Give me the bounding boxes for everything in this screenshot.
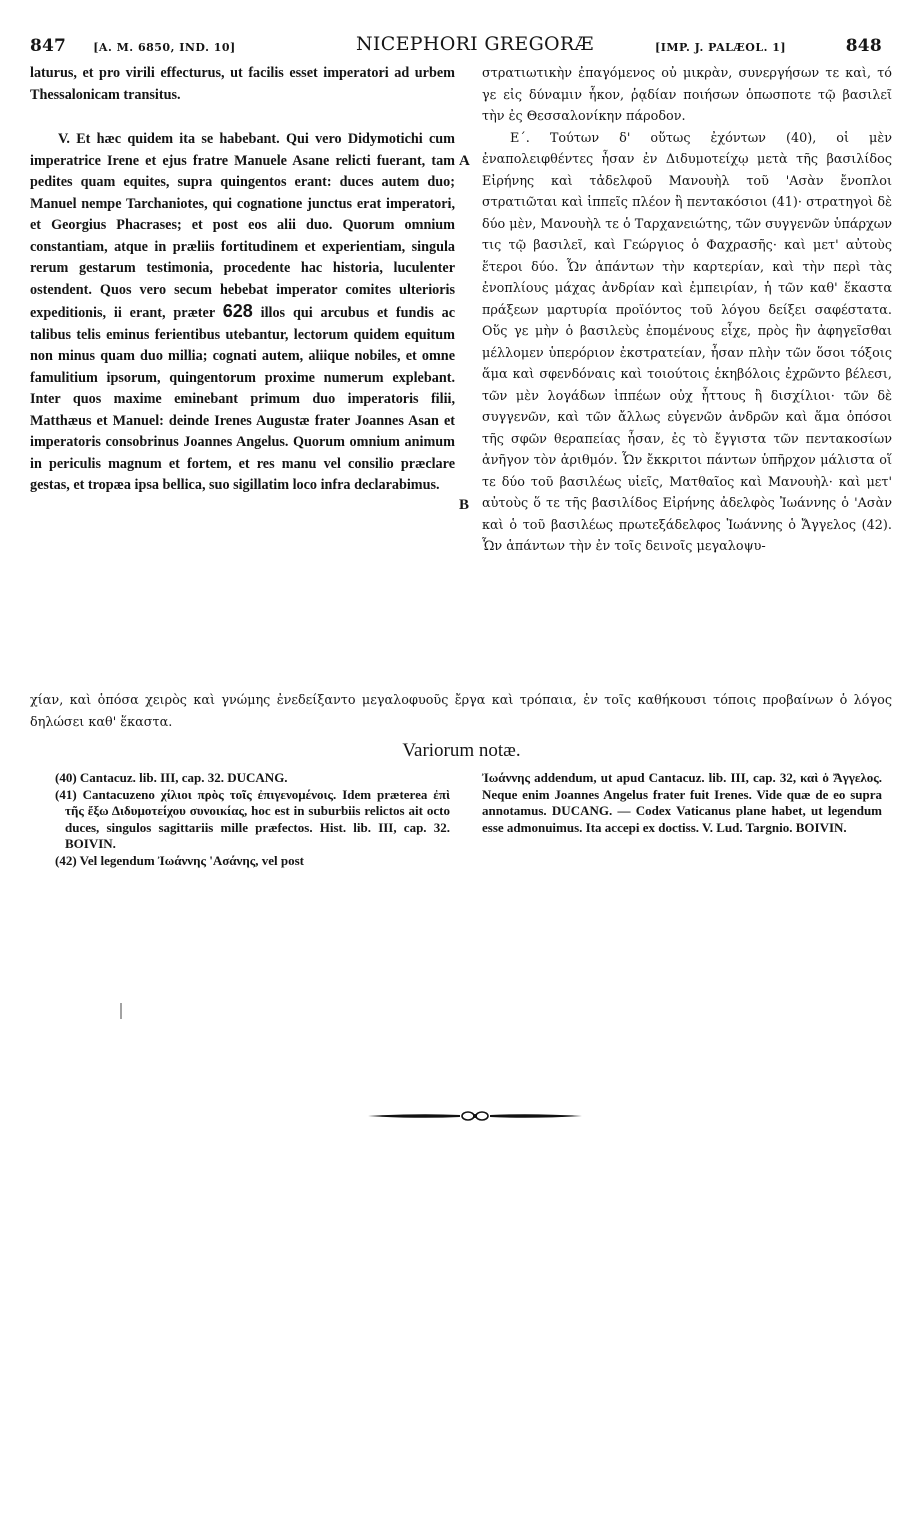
notes-left-column: [55, 770, 450, 869]
latin-paragraph-1: laturus, et pro virili effecturus, ut facilis esset imperatori ad urbem Thessalonicam transitus.: [30, 65, 455, 103]
greek-paragraph-2: Ε΄. Τούτων δ' οὕτως ἐχόντων (40), οἱ μὲν ἐναπολειφθέντες ἦσαν ἐν Διδυμοτείχῳ μετὰ τῆς βασιλίδος Εἰρήνης καὶ τἀδελφοῦ Μανουὴλ τοῦ 'Ασὰν ἔνοπλοι στρατιῶται καὶ ἱππεῖς πλέον ἢ πεντακόσιοι (41)· στρατηγοὶ δὲ δύο μὲν, Μανουὴλ τε ὁ Ταρχανειώτης, τῶν συγγενῶν ὑπάρχων τις τῷ βασιλεῖ, καὶ Γεώργιος ὁ Φαχρασῆς· καὶ μετ' αὐτοὺς ἕτεροι δύο. Ὧν ἁπάντων τὴν καρτερίαν, καὶ τὴν περὶ τὰς ἐνοπλίους μάχας ἀνδρίαν καὶ ἐμπειρίαν, ἡ τῶν καθ' ἕκαστα πράξεων μαρτυρία προϊόντος τοῦ λόγου δείξει σαφέστατα. Οὕς γε μὴν ὁ βασιλεὺς ἐπομένους εἶχε, πρὸς ἣν ἀφηγεῖσθαι μέλλομεν ὑπερόριον ἐκστρατείαν, ἦσαν πλὴν τῶν ὅσοι τόξοις ἅμα καὶ σφενδόναις καὶ τοιούτοις ἑκηβόλοις ἐχρῶντο βέλεσι, τῶν μὲν λογάδων ἱππέων οὐχ ἧττους ἢ δισχίλιοι· τῶν δὲ συγγενῶν, καὶ τῶν ἄλλως εὐγενῶν ἀνδρῶν καὶ ἅμα ὁπόσοι τῆς σφῶν θεραπείας ἦσαν, ἐς τὸ ἔγγιστα τῶν πεντακοσίων ἀνῆγον τὸν ἀριθμόν. Ὧν ἔκκριτοι πάντων ὑπῆρχον μάλιστα οἵ τε δύο τοῦ βασιλέως υἱεῖς, Ματθαῖος καὶ Μανουὴλ· καὶ μετ' αὐτοὺς ὅ τε τῆς βασιλίδος Εἰρήνης ἀδελφὸς Ἰωάννης ὁ 'Ασὰν καὶ ὁ τοῦ βασιλέως πρωτεξάδελφος Ἰωάννης ὁ Ἄγγελος (42). Ὧν ἁπάντων τὴν ἐν τοῖς δεινοῖς μεγαλοψυ-: [482, 130, 892, 554]
running-header-right: [655, 36, 882, 56]
page-number-right: 848: [845, 36, 882, 56]
margin-letter-b: B: [459, 497, 470, 513]
old-page-marker: 628: [222, 301, 253, 321]
greek-column: [482, 63, 892, 558]
latin-paragraph-2a: V. Et hæc quidem ita se habebant. Qui vero Didymotichi cum imperatrice Irene et ejus fratre Manuele Asane relicti fuerant, tam pedites quam equites, supra quingentos erant: duces autem duo; Manuel nempe Tarchaniotes, qui cognatione junctus erat imperatori, et Georgius Phacrases; et post eos alii duo. Quorum omnium constantiam, atque in præliis fortitudinem et experientiam, singula rerum gestarum testimonia, procedente hac historia, luculenter ostendent. Quos vero secum hebebat imperator comites ulterioris expeditionis, ii erant, præter: [30, 131, 455, 321]
latin-paragraph-2b: illos qui arcubus et fundis ac talibus telis eminus ferientibus utebantur, lectorum quidem equitum non minus quam duo millia; cognati autem, aliique nobiles, et omne famulitium ipsorum, quingentorum proxime numerum explebant. Inter quos maxime eminebant primum duo imperatoris filii, Matthæus et Manuel: deinde Irenes Augustæ frater Joannes Asan et imperatoris consobrinus Joannes Angelus. Quorum omnium animum in periculis magnum et fortem, et res manu vel consilio præclare gestas, et tropæa ipsa bellica, suo sigillatim loco infra declarabimus.: [30, 305, 455, 493]
reign-label: [IMP. J. PALÆOL. 1]: [655, 41, 787, 54]
stray-mark: [120, 1003, 122, 1019]
running-title: NICEPHORI GREGORÆ: [356, 33, 594, 55]
fleuron-rule-icon: [368, 1108, 582, 1124]
latin-column: [30, 63, 455, 497]
notes-title: Variorum notæ.: [402, 740, 521, 761]
greek-paragraph-1: στρατιωτικὴν ἐπαγόμενος οὐ μικρὰν, συνεργήσων τε καὶ, τό γε εἰς δύναμιν ἧκον, ῥᾳδίαν ποιήσων ὁπωσποτε τῷ βασιλεῖ τὴν ἐς Θεσσαλονίκην πάροδον.: [482, 66, 892, 124]
running-header-left: [30, 36, 236, 56]
note-42-continued: Ἰωάννης addendum, ut apud Cantacuz. lib. III, cap. 32, καὶ ὁ Ἄγγελος. Neque enim Joannes Angelus frater fuit Irenes. Vide quæ de eo supra annotamus. DUCANG. — Codex Vaticanus plane habet, ut legendum esse admonuimus. Ita accepi ex doctiss. V. Lud. Targnio. BOIVIN.: [482, 770, 882, 835]
note-40: (40) Cantacuz. lib. III, cap. 32. DUCANG.: [55, 770, 288, 785]
latin-paragraph-2: [30, 129, 455, 497]
note-41: (41) Cantacuzeno χίλιοι πρὸς τοῖς ἐπιγενομένοις. Idem præterea ἐπὶ τῆς ἔξω Διδυμοτείχου συνοικίας, hoc est in suburbiis relictos ait octo duces, singulos sagittariis mille præfectos. Hist. lib. III, cap. 32. BOIVIN.: [55, 786, 450, 851]
margin-letter-a: A: [459, 153, 470, 169]
note-42: (42) Vel legendum Ἰωάννης 'Ασάνης, vel post: [55, 852, 304, 868]
notes-right-column: [482, 770, 882, 836]
greek-continuation: χίαν, καὶ ὁπόσα χειρὸς καὶ γνώμης ἐνεδείξαντο μεγαλοφυοῦς ἔργα καὶ τρόπαια, ἐν τοῖς καθήκουσι τόποις προβαίνων ὁ λόγος δηλώσει καθ' ἕκαστα.: [30, 693, 892, 730]
year-indiction: [A. M. 6850, IND. 10]: [93, 41, 236, 54]
page-number-left: 847: [30, 36, 67, 56]
